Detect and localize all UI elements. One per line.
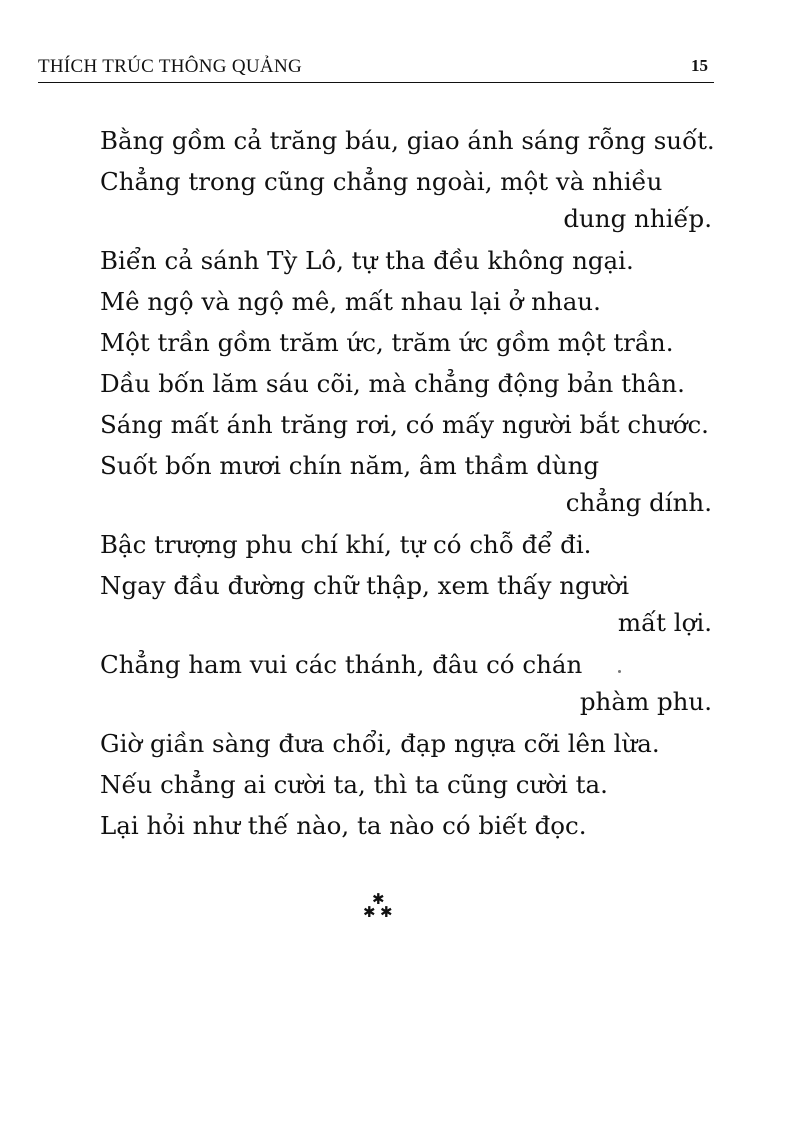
verse [100, 526, 714, 563]
verse-line: Biển cả sánh Tỳ Lô, tự tha đều không ngại. [100, 246, 634, 275]
asterisk-icon: ✱ [380, 903, 393, 921]
verse-continuation: dung nhiếp. [563, 204, 712, 233]
verse-line: Sáng mất ánh trăng rơi, có mấy người bắt chước. [100, 410, 709, 439]
verse-line: Dầu bốn lăm sáu cõi, mà chẳng động bản thân. [100, 369, 685, 398]
verse-line: Một trần gồm trăm ức, trăm ức gồm một trần. [100, 328, 674, 357]
verse [100, 163, 714, 237]
verse [100, 283, 714, 320]
verse-continuation: phàm phu. [579, 687, 712, 716]
verse-line: Bằng gồm cả trăng báu, giao ánh sáng rỗng suốt. [100, 126, 715, 155]
page-number: 15 [691, 56, 708, 75]
verse-line: Chẳng trong cũng chẳng ngoài, một và nhiều [100, 167, 663, 196]
verse-line: Chẳng ham vui các thánh, đâu có chán [100, 650, 583, 679]
verse [100, 324, 714, 361]
verse-line: Mê ngộ và ngộ mê, mất nhau lại ở nhau. [100, 287, 601, 316]
section-divider-ornament [362, 892, 396, 922]
asterisk-icon: ✱ [372, 890, 385, 908]
verse [100, 365, 714, 402]
verse [100, 646, 714, 720]
running-header [38, 52, 714, 83]
verse-line: Nếu chẳng ai cười ta, thì ta cũng cười ta. [100, 770, 608, 799]
verse [100, 807, 714, 844]
verse-continuation: mất lợi. [617, 608, 712, 637]
verse-continuation: chẳng dính. [565, 488, 712, 517]
asterisk-icon: ✱ [363, 903, 376, 921]
verse [100, 567, 714, 641]
verse-line: Giờ giần sàng đưa chổi, đạp ngựa cỡi lên lừa. [100, 729, 660, 758]
verse-line: Lại hỏi như thế nào, ta nào có biết đọc. [100, 811, 587, 840]
verse [100, 766, 714, 803]
verse-line: Ngay đầu đường chữ thập, xem thấy người [100, 571, 630, 600]
verse [100, 122, 714, 159]
book-title: THÍCH TRÚC THÔNG QUẢNG [38, 56, 302, 77]
poem-body [100, 122, 714, 848]
verse [100, 406, 714, 443]
verse [100, 725, 714, 762]
verse-line: Bậc trượng phu chí khí, tự có chỗ để đi. [100, 530, 592, 559]
verse [100, 242, 714, 279]
verse-line: Suốt bốn mươi chín năm, âm thầm dùng [100, 451, 600, 480]
verse [100, 447, 714, 521]
print-speck [618, 670, 621, 673]
